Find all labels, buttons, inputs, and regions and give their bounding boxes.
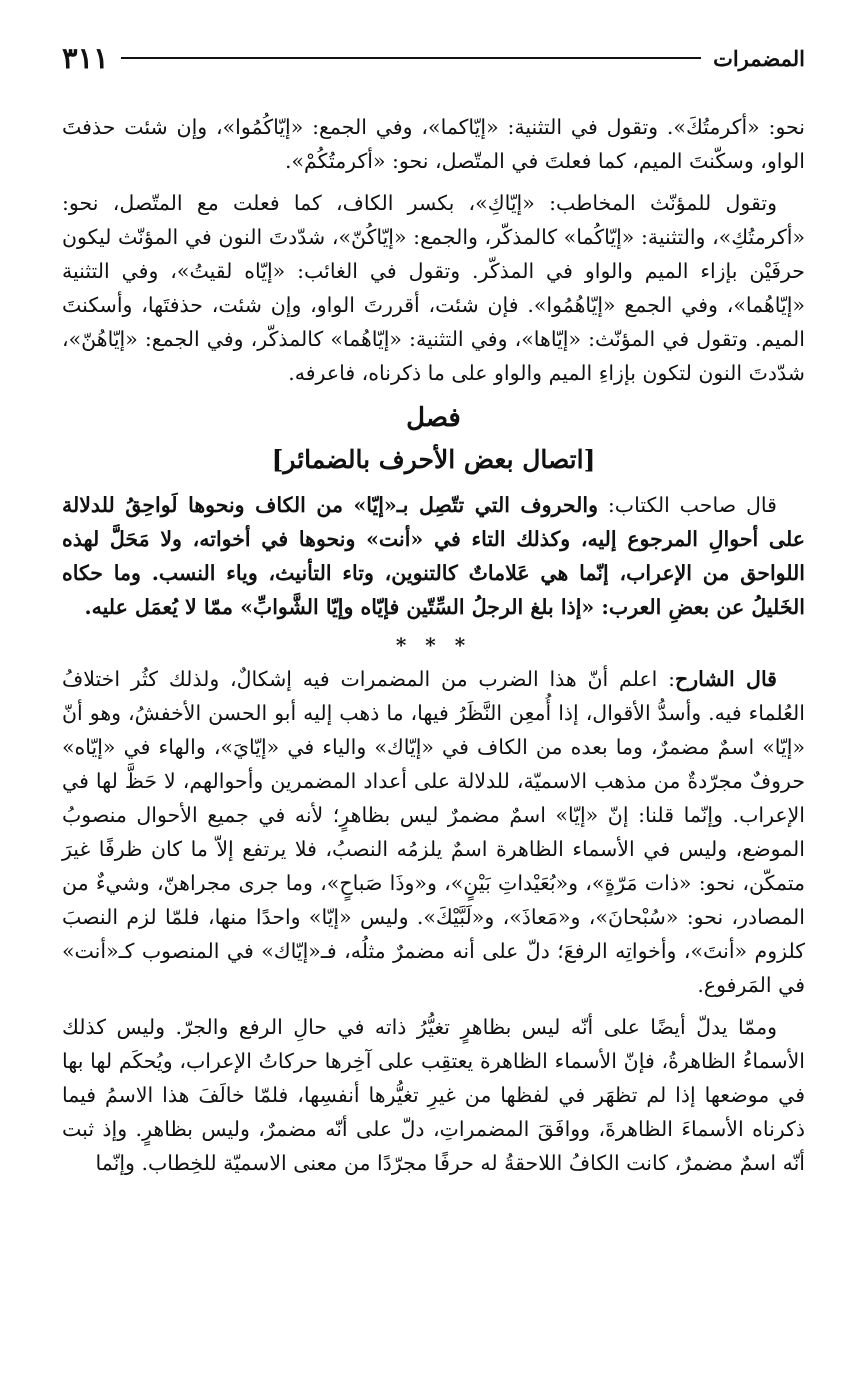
quote-text: والحروف التي تتّصِل بـ«إيّا» من الكاف ونحوها لَواحِقُ للدلالة على أحوالِ المرجوع إليه، وكذلك التاء في «أنت» ونحوها في أخواته، ولا مَحَلَّ لهذه اللواحق من الإعراب، إنّما هي عَلاماتٌ كالتنوين، وتاء التأنيث، وياء النسب. وما حكاه الخَليلُ عن بعضِ العرب: «إذا بلغ الرجلُ السِّتّين فإيّاه وإيّا الشَّوابِّ» ممّا لا يُعمَل عليه. xyxy=(62,493,805,619)
paragraph-1: نحو: «أكرمتُكَ». وتقول في التثنية: «إيّاكما»، وفي الجمع: «إيّاكُمُوا»، وإن شئت حذفتَ الواو، وسكّنتَ الميم، كما فعلتَ في المتّصل، نحو: «أكرمتُكُمْ». xyxy=(62,115,805,173)
commentary-lead: قال الشارح xyxy=(675,667,777,691)
header-rule xyxy=(121,57,701,59)
section-title: فصل xyxy=(406,403,461,433)
quote-lead: قال صاحب الكتاب: xyxy=(597,493,777,517)
paragraph-2: وتقول للمؤنّث المخاطب: «إيّاكِ»، بكسر الكاف، كما فعلت مع المتّصل، نحو: «أكرمتُكِ»، والتثنية: «إيّاكُما» كالمذكّر، والجمع: «إيّاكُنّ»، شدّدتَ النون في المؤنّث ليكون حرفَيْن بإزاء الميم والواو في المذكّر. وتقول في الغائب: «إيّاه لقيتُ»، وفي التثنية «إيّاهُما»، وفي الجمع «إيّاهُمُوا». فإن شئت، أقررتَ الواو، وإن شئت، حذفتَها، وأسكنتَ الميم. وتقول في المؤنّث: «إيّاها»، وفي التثنية: «إيّاهُما» كالمذكّر، وفي الجمع: «إيّاهُنّ»، شدّدتَ النون لتكون بإزاءِ الميم والواو على ما ذكرناه، فاعرفه. xyxy=(62,191,805,385)
separator-stars: * * * xyxy=(395,633,472,657)
section-subtitle: [اتصال بعض الأحرف بالضمائر] xyxy=(271,445,596,474)
page-body xyxy=(62,110,805,1180)
page-header xyxy=(62,38,805,78)
author-quote xyxy=(62,488,805,624)
commentary-paragraph-2: وممّا يدلّ أيضًا على أنّه ليس بظاهرٍ تغيُّرُ ذاته في حالِ الرفع والجرّ. وليس كذلك الأسماءُ الظاهرةُ، فإنّ الأسماء الظاهرة يعتقِب على آخِرها حركاتُ الإعراب، ويُحكَم لها بها في موضعها إذا لم تظهَر في لفظها من غيرِ تغيُّرها أنفسِها، فلمّا خالَفَ هذا الاسمُ فيما ذكرناه الأسماءَ الظاهرةَ، ووافَقَ المضمراتِ، دلّ على أنّه مضمرٌ، وليس بظاهرٍ. وإذ ثبت أنّه اسمٌ مضمرٌ، كانت الكافُ اللاحقةُ له حرفًا مجرّدًا من معنى الاسميّة للخِطاب. وإنّما xyxy=(62,1015,805,1175)
commentary-text-1: : اعلم أنّ هذا الضرب من المضمرات فيه إشكالٌ، ولذلك كثُر اختلافُ العُلماء فيه. وأسدُّ الأقوال، إذا أُمعِن النَّظَرُ فيها، ما ذهب إليه أبو الحسن الأخفشُ، وهو أنّ «إيّا» اسمٌ مضمرٌ، وما بعده من الكاف في «إيّاك» والياء في «إيّايَ»، والهاء في «إيّاه» حروفٌ مجرّدةٌ من مذهب الاسميّة، للدلالة على أعداد المضمرين وأحوالهم، لا حَظَّ لها في الإعراب. وإنّما قلنا: إنّ «إيّا» اسمٌ مضمرٌ ليس بظاهرٍ؛ لأنه في جميع الأحوال منصوبُ الموضع، وليس في الأسماء الظاهرة اسمٌ يلزمُه النصبُ، فلا يرتفع إلاّ ما كان ظرفًا غيرَ متمكّن، نحو: «ذات مَرّةٍ»، و«بُعَيْداتِ بَيْنٍ»، و«وذَا صَباحٍ»، وما جرى مجراهنّ، وشيءٌ من المصادر، نحو: «سُبْحانَ»، و«مَعاذَ»، و«لَبَّيْكَ». وليس «إيّا» واحدًا منها، فلمّا لزم النصبَ كلزوم «أنتَ»، وأخواتِه الرفعَ؛ دلّ على أنه مضمرٌ مثلُه، فـ«إيّاك» في المنصوب كـ«أنت» في المَرفوع. xyxy=(62,667,805,997)
page-number: ٣١١ xyxy=(62,41,109,75)
running-title: المضمرات xyxy=(713,45,805,71)
commentary-paragraph-1 xyxy=(62,662,805,1002)
